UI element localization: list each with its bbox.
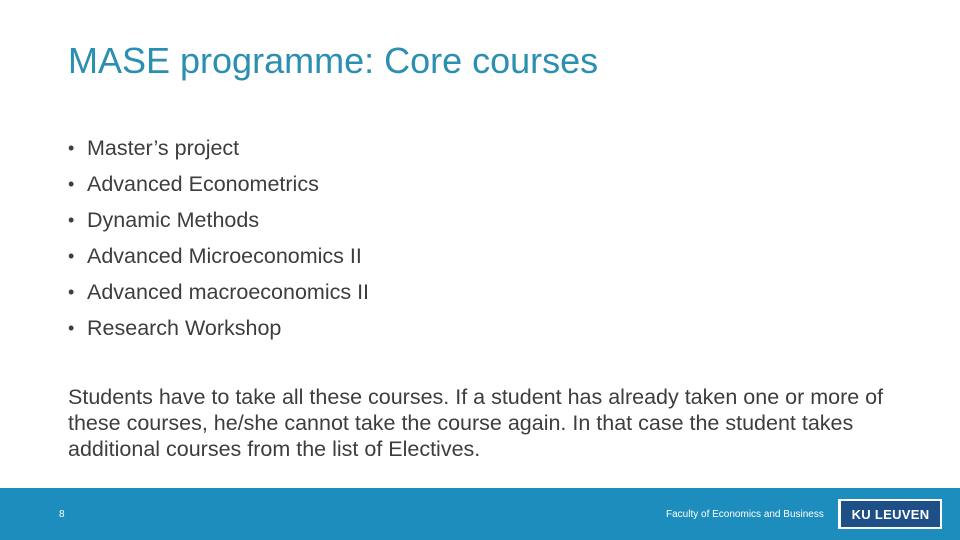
list-item (68, 130, 369, 166)
list-item (68, 274, 369, 310)
bullet-icon: • (68, 174, 75, 194)
bullet-icon: • (68, 246, 75, 266)
course-label: Advanced macroeconomics II (87, 280, 370, 304)
bullet-icon: • (68, 138, 75, 158)
bullet-icon: • (68, 282, 75, 302)
course-label: Dynamic Methods (87, 208, 260, 232)
course-list (68, 130, 369, 346)
faculty-name: Faculty of Economics and Business (666, 509, 824, 520)
bullet-icon: • (68, 318, 75, 338)
course-label: Advanced Microeconomics II (87, 244, 362, 268)
ku-leuven-logo (838, 499, 942, 529)
bullet-icon: • (68, 210, 75, 230)
footer-bar (0, 488, 960, 540)
course-label: Research Workshop (87, 316, 282, 340)
course-label: Advanced Econometrics (87, 172, 319, 196)
list-item (68, 166, 369, 202)
logo-text: KU LEUVEN (851, 506, 930, 522)
list-item (68, 202, 369, 238)
course-label: Master’s project (87, 136, 240, 160)
list-item (68, 238, 369, 274)
body-paragraph: Students have to take all these courses. If a student has already taken one or more of these courses, he/she cannot take the course again. In that case the student takes additional courses from the list of Electives. (68, 385, 884, 461)
slide-title: MASE programme: Core courses (68, 40, 599, 81)
list-item (68, 310, 369, 346)
page-number: 8 (59, 509, 65, 520)
